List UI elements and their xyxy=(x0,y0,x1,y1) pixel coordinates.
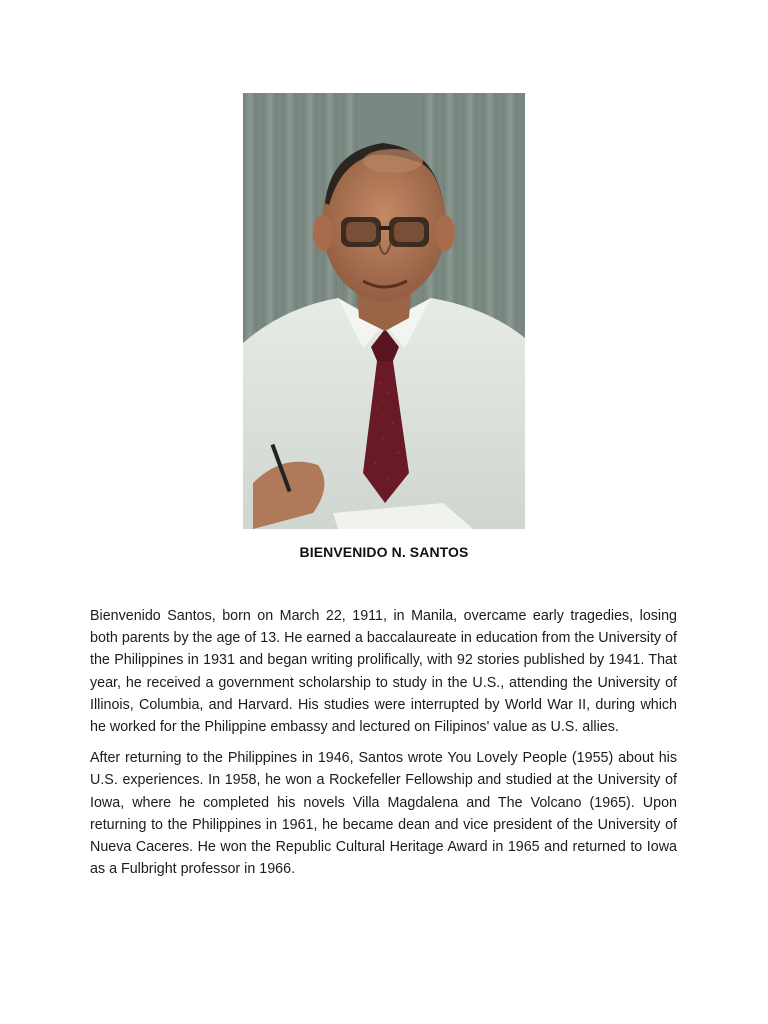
portrait-caption: BIENVENIDO N. SANTOS xyxy=(299,544,469,560)
biography-text xyxy=(90,605,677,889)
paragraph-1: Bienvenido Santos, born on March 22, 1911, in Manila, overcame early tragedies, losing both parents by the age of 13. He earned a baccalaureate in education from the University of the Philippines in 1931 and began writing prolifically, with 92 stories published by 1941. That year, he received a government scholarship to study in the U.S., attending the University of Illinois, Columbia, and Harvard. His studies were interrupted by World War II, during which he worked for the Philippine embassy and lectured on Filipinos' value as U.S. allies. xyxy=(90,608,677,736)
portrait-illustration xyxy=(243,93,525,529)
paragraph-2: After returning to the Philippines in 1946, Santos wrote You Lovely People (1955) about his U.S. experiences. In 1958, he won a Rockefeller Fellowship and studied at the University of Iowa, where he completed his novels Villa Magdalena and The Volcano (1965). Upon returning to the Philippines in 1961, he became dean and vice president of the University of Nueva Caceres. He won the Republic Cultural Heritage Award in 1965 and returned to Iowa as a Fulbright professor in 1966. xyxy=(90,750,677,878)
portrait-photo xyxy=(243,93,525,529)
